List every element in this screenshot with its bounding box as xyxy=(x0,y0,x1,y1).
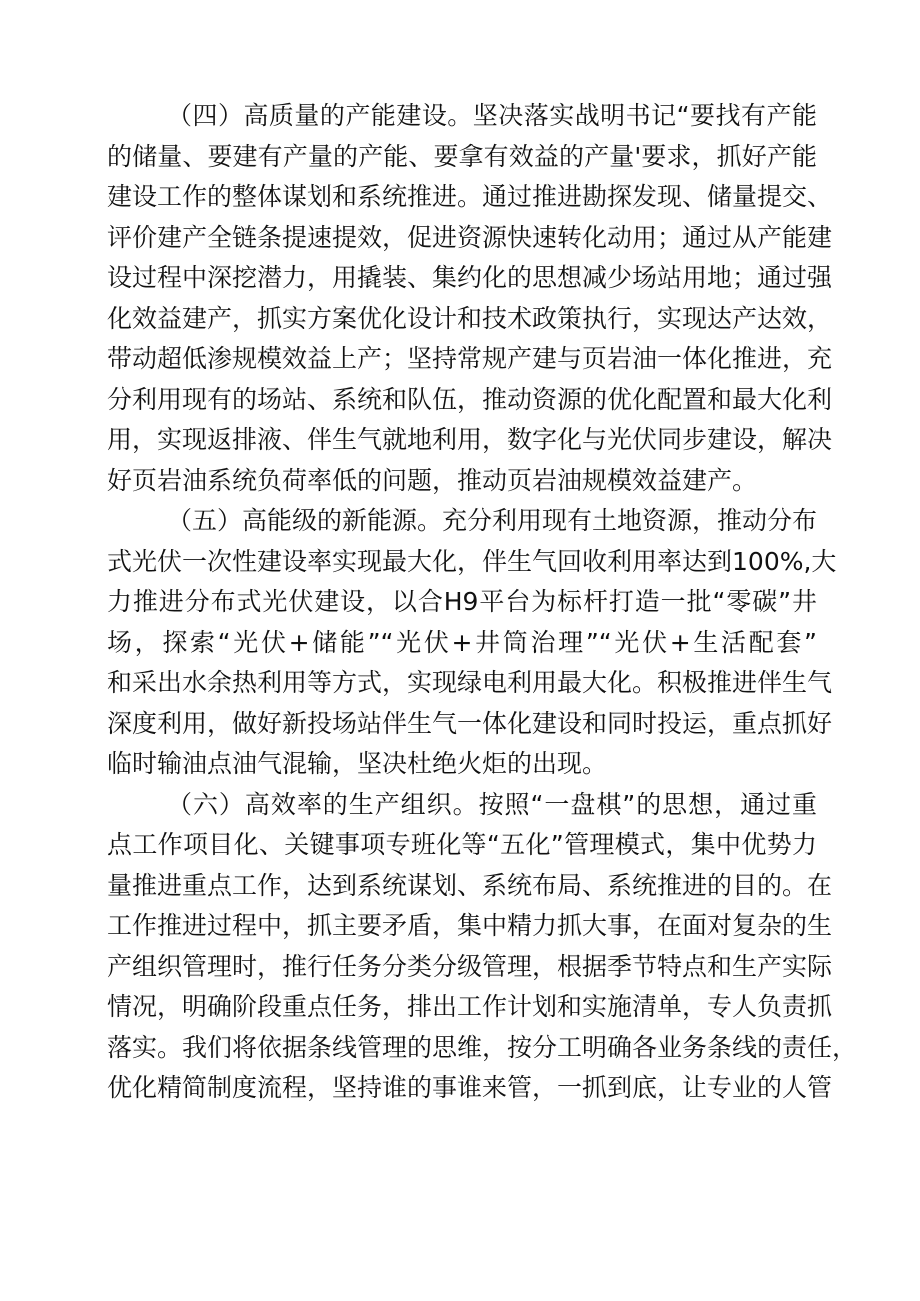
paragraph-6-production-organization xyxy=(107,785,858,1109)
paragraph-line: 场，探索“光伏+储能”“光伏+井筒治理”“光伏+生活配套” xyxy=(107,627,817,657)
paragraph-line: 工作推进过程中，抓主要矛盾，集中精力抓大事，在面对复杂的生 xyxy=(107,911,833,940)
paragraph-line: （六）高效率的生产组织。按照“一盘棋”的思想，通过重 xyxy=(167,789,817,819)
paragraph-line: 式光伏一次性建设率实现最大化，伴生气回收利用率达到100%,大 xyxy=(107,546,837,576)
paragraph-line: 的储量、要建有产量的产能、要拿有效益的产量'要求，抓好产能 xyxy=(107,141,817,171)
paragraph-line: 深度利用，做好新投场站伴生气一体化建设和同时投运，重点抓好 xyxy=(107,708,833,738)
paragraph-line: 落实。我们将依据条线管理的思维，按分工明确各业务条线的责任， xyxy=(107,1032,858,1062)
paragraph-line: 优化精简制度流程，坚持谁的事谁来管，一抓到底，让专业的人管 xyxy=(107,1073,833,1102)
paragraph-line: 用，实现返排液、伴生气就地利用，数字化与光伏同步建设，解决 xyxy=(107,425,833,454)
paragraph-line: 和采出水余热利用等方式，实现绿电利用最大化。积极推进伴生气 xyxy=(107,668,833,697)
paragraph-line: 设过程中深挖潜力，用撬装、集约化的思想减少场站用地；通过强 xyxy=(107,263,833,292)
paragraph-line: 化效益建产，抓实方案优化设计和技术政策执行，实现达产达效， xyxy=(107,303,833,333)
paragraph-line: （四）高质量的产能建设。坚决落实战明书记“要找有产能 xyxy=(167,101,817,130)
paragraph-5-new-energy xyxy=(107,501,837,785)
paragraph-line: 产组织管理时，推行任务分类分级管理，根据季节特点和生产实际 xyxy=(107,951,833,981)
paragraph-4-production-capacity xyxy=(107,96,833,501)
paragraph-line: （五）高能级的新能源。充分利用现有土地资源，推动分布 xyxy=(167,506,818,535)
paragraph-line: 点工作项目化、关键事项专班化等“五化”管理模式，集中优势力 xyxy=(107,830,817,859)
paragraph-line: 分利用现有的场站、系统和队伍，推动资源的优化配置和最大化利 xyxy=(107,384,833,414)
paragraph-line: 好页岩油系统负荷率低的问题，推动页岩油规模效益建产。 xyxy=(107,465,758,495)
paragraph-line: 带动超低渗规模效益上产；坚持常规产建与页岩油一体化推进，充 xyxy=(107,344,833,373)
document-body xyxy=(107,96,858,1109)
paragraph-line: 量推进重点工作，达到系统谋划、系统布局、系统推进的目的。在 xyxy=(107,870,833,900)
paragraph-line: 情况，明确阶段重点任务，排出工作计划和实施清单，专人负责抓 xyxy=(107,992,833,1021)
paragraph-line: 力推进分布式光伏建设，以合H9平台为标杆打造一批“零碳”井 xyxy=(107,587,817,616)
paragraph-line: 建设工作的整体谋划和系统推进。通过推进勘探发现、储量提交、 xyxy=(107,182,833,211)
paragraph-line: 临时输油点油气混输，坚决杜绝火炬的出现。 xyxy=(107,749,608,778)
paragraph-line: 评价建产全链条提速提效，促进资源快速转化动用；通过从产能建 xyxy=(107,222,833,252)
